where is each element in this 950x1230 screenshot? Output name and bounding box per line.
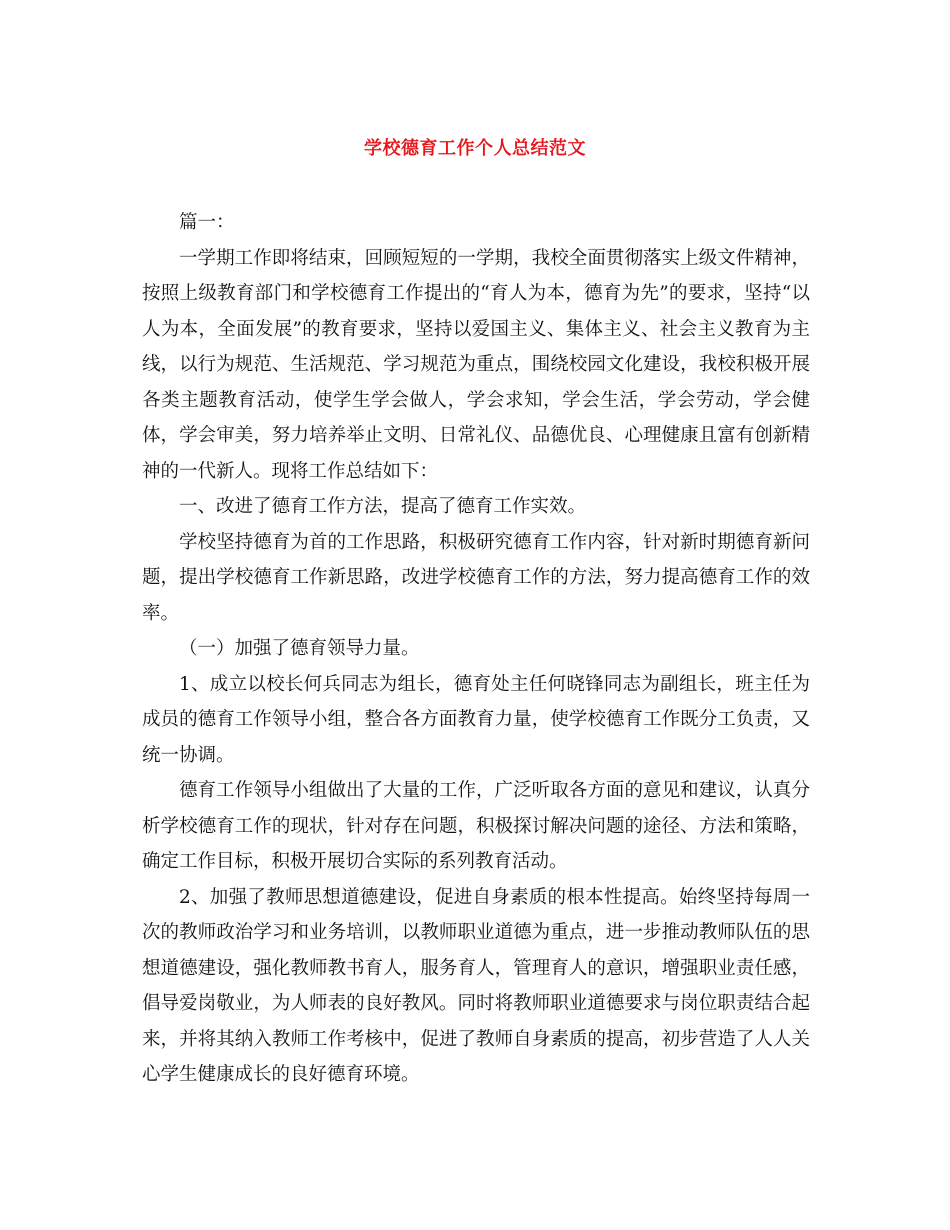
paragraph-intro: 一学期工作即将结束，回顾短短的一学期，我校全面贯彻落实上级文件精神，按照上级教育部门和学校德育工作提出的“育人为本，德育为先”的要求，坚持“以人为本，全面发展”的教育要求，坚持以爱国主义、集体主义、社会主义教育为主线，以行为规范、生活规范、学习规范为重点，围绕校园文化建设，我校积极开展各类主题教育活动，使学生学会做人，学会求知，学会生活，学会劳动，学会健体，学会审美，努力培养举止文明、日常礼仪、品德优良、心理健康且富有创新精神的一代新人。现将工作总结如下： xyxy=(142,247,810,482)
paragraph-heading-1: 一、改进了德育工作方法，提高了德育工作实效。 xyxy=(179,496,587,517)
paragraph: 2、加强了教师思想道德建设，促进自身素质的根本性提高。始终坚持每周一次的教师政治学习和业务培训，以教师职业道德为重点，进一步推动教师队伍的思想道德建设，强化教师教书育人，服务育人，管理育人的意识，增强职业责任感，倡导爱岗敬业，为人师表的良好教风。同时将教师职业道德要求与岗位职责结合起来，并将其纳入教师工作考核中，促进了教师自身素质的提高，初步营造了人人关心学生健康成长的良好德育环境。 xyxy=(142,886,810,1085)
paragraph-section-label: 篇一： xyxy=(179,212,235,233)
document-title: 学校德育工作个人总结范文 xyxy=(364,138,586,159)
paragraph: 1、成立以校长何兵同志为组长，德育处主任何晓锋同志为副组长，班主任为成员的德育工作领导小组，整合各方面教育力量，使学校德育工作既分工负责，又统一协调。 xyxy=(142,673,810,766)
paragraph: 学校坚持德育为首的工作思路，积极研究德育工作内容，针对新时期德育新问题，提出学校德育工作新思路，改进学校德育工作的方法，努力提高德育工作的效率。 xyxy=(142,531,810,624)
document-body xyxy=(142,205,810,1093)
paragraph-subheading-1: （一）加强了德育领导力量。 xyxy=(179,638,420,659)
paragraph: 德育工作领导小组做出了大量的工作，广泛听取各方面的意见和建议，认真分析学校德育工作的现状，针对存在问题，积极探讨解决问题的途径、方法和策略，确定工作目标，积极开展切合实际的系列教育活动。 xyxy=(142,780,810,872)
